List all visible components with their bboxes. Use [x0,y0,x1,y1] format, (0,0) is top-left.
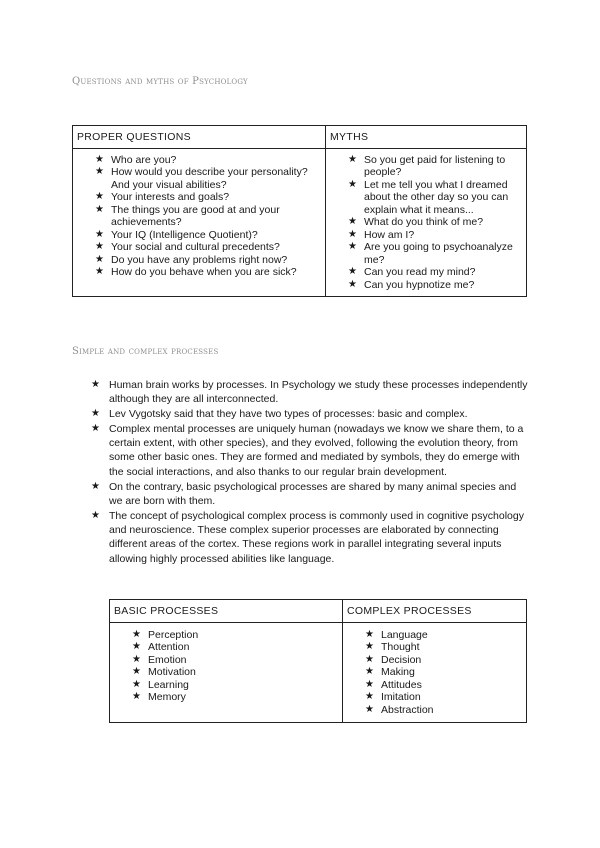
star-bullet-icon: ★ [348,153,357,165]
star-bullet-icon: ★ [365,678,374,690]
question-item-text: The things you are good at and your achievements? [111,203,280,228]
star-bullet-icon: ★ [348,178,357,190]
star-bullet-icon: ★ [132,653,141,665]
basic-process-item-text: Learning [148,678,189,691]
star-bullet-icon: ★ [95,166,104,177]
processes-bullet-list [91,378,531,566]
column-header-proper-questions: PROPER QUESTIONS [73,126,326,149]
basic-process-item [132,629,338,642]
myth-item-text: Let me tell you what I dreamed about the other day so you can explain what it means... [364,178,509,216]
bullet-item [91,407,531,421]
myth-item [348,216,522,229]
complex-process-item-text: Decision [381,653,422,666]
complex-process-item-text: Imitation [381,691,421,703]
star-bullet-icon: ★ [95,241,104,252]
complex-process-item-text: Making [381,666,415,678]
proper-questions-cell [73,148,326,297]
question-item [95,229,321,242]
section-heading-questions-myths: Questions and myths of Psychology [72,76,248,87]
complex-process-item [365,679,522,692]
star-bullet-icon: ★ [132,691,141,702]
star-bullet-icon: ★ [365,691,374,702]
question-item-text: Your IQ (Intelligence Quotient)? [111,228,258,241]
basic-process-item-text: Memory [148,691,186,703]
myth-item [348,179,522,217]
question-item [95,166,321,191]
bullet-item-text: Complex mental processes are uniquely human (nowadays we know we share them, to a certain extent, with other species), and they evolved, following the evolution theory, from some other basic ones. They are formed and mediated by symbols, they do emerge with the social interactions, and also thanks to our regular brain development. [109,422,524,478]
star-bullet-icon: ★ [91,509,100,521]
question-item-text: Who are you? [111,153,177,166]
question-item [95,241,321,254]
myth-item [348,241,522,266]
star-bullet-icon: ★ [348,216,357,227]
myth-item-text: Can you read my mind? [364,266,476,278]
bullet-item [91,378,531,407]
myth-item [348,266,522,279]
complex-process-item [365,691,522,704]
star-bullet-icon: ★ [348,266,357,277]
complex-process-item-text: Attitudes [381,678,422,691]
bullet-item-text: The concept of psychological complex process is commonly used in cognitive psychology and neuroscience. These complex superior processes are elaborated by connecting different areas of the cortex. These regions work in parallel integrating several inputs allowing highly processed abilities like language. [109,509,524,565]
myth-item-text: How am I? [364,228,415,241]
basic-process-item-text: Emotion [148,653,187,666]
myth-item-text: Can you hypnotize me? [364,278,475,291]
basic-process-item-text: Motivation [148,666,196,678]
complex-process-item-text: Thought [381,641,420,653]
star-bullet-icon: ★ [365,628,374,640]
bullet-item-text: Human brain works by processes. In Psychology we study these processes independently although they are all interconnected. [109,379,528,406]
myth-item [348,229,522,242]
myth-item-text: So you get paid for listening to people? [364,153,506,178]
question-item [95,191,321,204]
myth-item-text: What do you think of me? [364,216,484,228]
question-item-text: Your social and cultural precedents? [111,241,280,253]
complex-process-item-text: Language [381,628,428,641]
myth-item [348,154,522,179]
complex-processes-cell [343,622,527,723]
basic-processes-cell [110,622,343,723]
star-bullet-icon: ★ [95,266,104,277]
bullet-item-text: Lev Vygotsky said that they have two types of processes: basic and complex. [109,408,468,421]
myths-cell [326,148,527,297]
bullet-item [91,509,531,566]
questions-myths-table [72,125,527,297]
basic-process-item [132,691,338,704]
star-bullet-icon: ★ [365,666,374,677]
basic-process-item [132,654,338,667]
question-item-text: How do you behave when you are sick? [111,266,297,278]
star-bullet-icon: ★ [365,703,374,715]
myth-item [348,279,522,292]
question-item [95,254,321,267]
star-bullet-icon: ★ [95,153,104,165]
column-header-myths: MYTHS [326,126,527,149]
basic-process-item [132,679,338,692]
star-bullet-icon: ★ [91,379,100,390]
star-bullet-icon: ★ [348,228,357,240]
column-header-complex-processes: COMPLEX PROCESSES [343,600,527,623]
basic-process-item-text: Perception [148,628,199,641]
complex-process-item-text: Abstraction [381,703,434,716]
bullet-item [91,480,531,509]
question-item [95,266,321,279]
question-item-text: How would you describe your personality? And your visual abilities? [111,166,308,191]
question-item [95,154,321,167]
complex-process-item [365,641,522,654]
complex-process-item [365,666,522,679]
complex-process-item [365,704,522,717]
star-bullet-icon: ★ [95,228,104,240]
star-bullet-icon: ★ [132,666,141,677]
question-item [95,204,321,229]
star-bullet-icon: ★ [132,678,141,690]
star-bullet-icon: ★ [365,653,374,665]
question-item-text: Do you have any problems right now? [111,253,288,266]
bullet-item [91,422,531,479]
bullet-item-text: On the contrary, basic psychological processes are shared by many animal species and we are born with them. [109,480,517,507]
star-bullet-icon: ★ [365,641,374,652]
star-bullet-icon: ★ [91,408,100,420]
column-header-basic-processes: BASIC PROCESSES [110,600,343,623]
star-bullet-icon: ★ [348,241,357,252]
complex-process-item [365,654,522,667]
section-heading-processes: Simple and complex processes [72,346,219,357]
star-bullet-icon: ★ [91,422,100,434]
star-bullet-icon: ★ [132,628,141,640]
complex-process-item [365,629,522,642]
star-bullet-icon: ★ [95,253,104,265]
star-bullet-icon: ★ [132,641,141,652]
basic-process-item [132,641,338,654]
processes-table [109,599,527,723]
star-bullet-icon: ★ [95,203,104,215]
star-bullet-icon: ★ [91,480,100,492]
star-bullet-icon: ★ [95,191,104,202]
star-bullet-icon: ★ [348,278,357,290]
basic-process-item-text: Attention [148,641,190,653]
question-item-text: Your interests and goals? [111,191,230,203]
myth-item-text: Are you going to psychoanalyze me? [364,241,513,266]
basic-process-item [132,666,338,679]
